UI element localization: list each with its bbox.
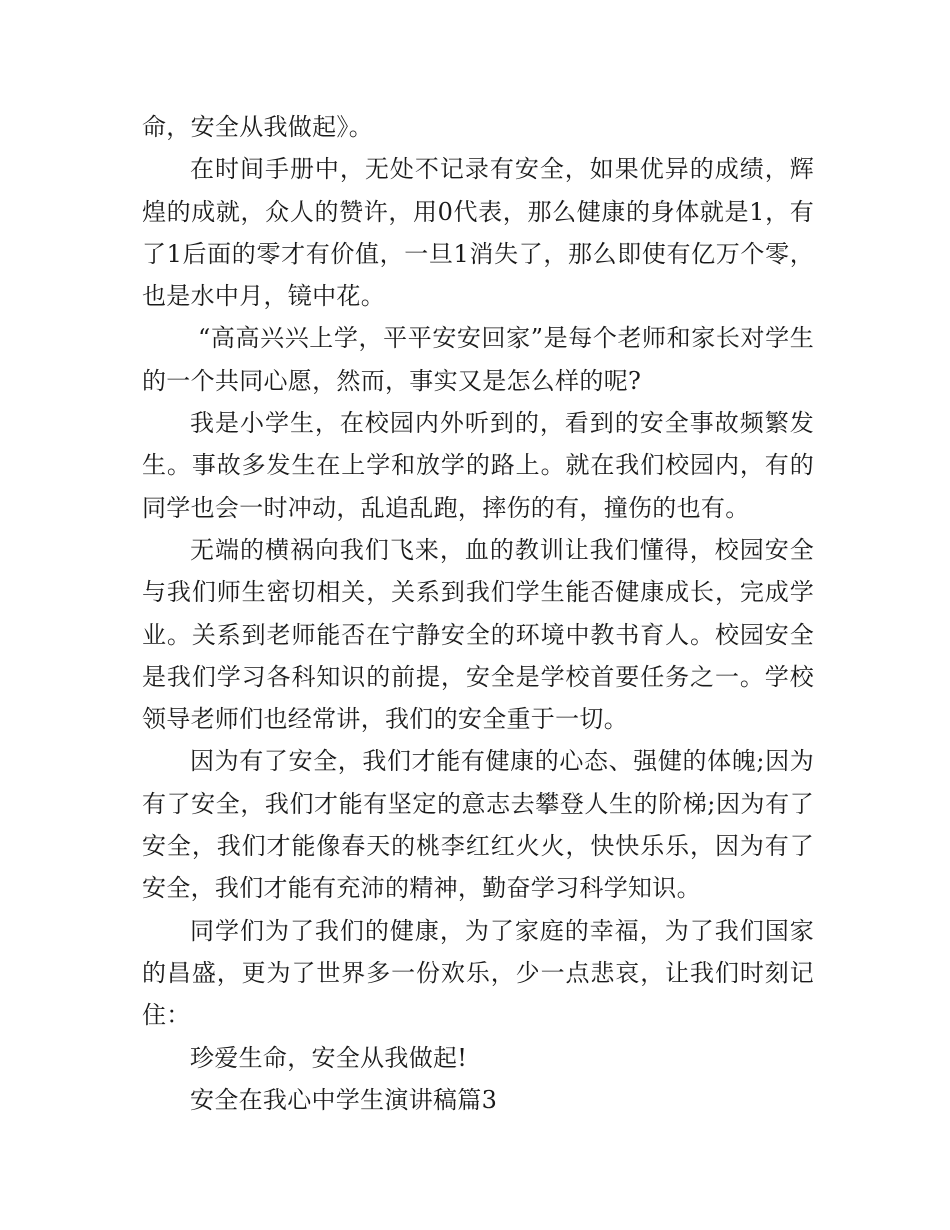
paragraph-because-of-safety: 因为有了安全，我们才能有健康的心态、强健的体魄;因为有了安全，我们才能有坚定的意志去攀登人生的阶梯;因为有了安全，我们才能像春天的桃李红红火火，快快乐乐，因为有了安全，我们才能有充沛的精神，勤奋学习科学知识。 — [142, 747, 814, 903]
paragraph-time-handbook: 在时间手册中，无处不记录有安全，如果优异的成绩，辉煌的成就，众人的赞许，用0代表，那么健康的身体就是1，有了1后面的零才有价值，一旦1消失了，那么即使有亿万个零，也是水中月，镜中花。 — [142, 155, 814, 311]
paragraph-continuation: 命，安全从我做起》。 — [142, 113, 373, 141]
paragraph-common-wish: “高高兴兴上学，平平安安回家”是每个老师和家长对学生的一个共同心愿，然而，事实又是怎么样的呢? — [142, 324, 814, 395]
document-body — [142, 106, 814, 1121]
paragraph-accidents: 我是小学生，在校园内外听到的，看到的安全事故频繁发生。事故多发生在上学和放学的路上。就在我们校园内，有的同学也会一时冲动，乱追乱跑，摔伤的有，撞伤的也有。 — [142, 409, 814, 522]
section-heading-speech-3: 安全在我心中学生演讲稿篇3 — [190, 1085, 498, 1114]
paragraph-slogan: 珍爱生命，安全从我做起! — [190, 1043, 468, 1072]
paragraph-campus-safety: 无端的横祸向我们飞来，血的教训让我们懂得，校园安全与我们师生密切相关，关系到我们学生能否健康成长，完成学业。关系到老师能否在宁静安全的环境中教书育人。校园安全是我们学习各科知识的前提，安全是学校首要任务之一。学校领导老师们也经常讲，我们的安全重于一切。 — [142, 535, 814, 734]
paragraph-call-to-remember: 同学们为了我们的健康，为了家庭的幸福，为了我们国家的昌盛，更为了世界多一份欢乐，少一点悲哀，让我们时刻记住： — [142, 916, 814, 1030]
